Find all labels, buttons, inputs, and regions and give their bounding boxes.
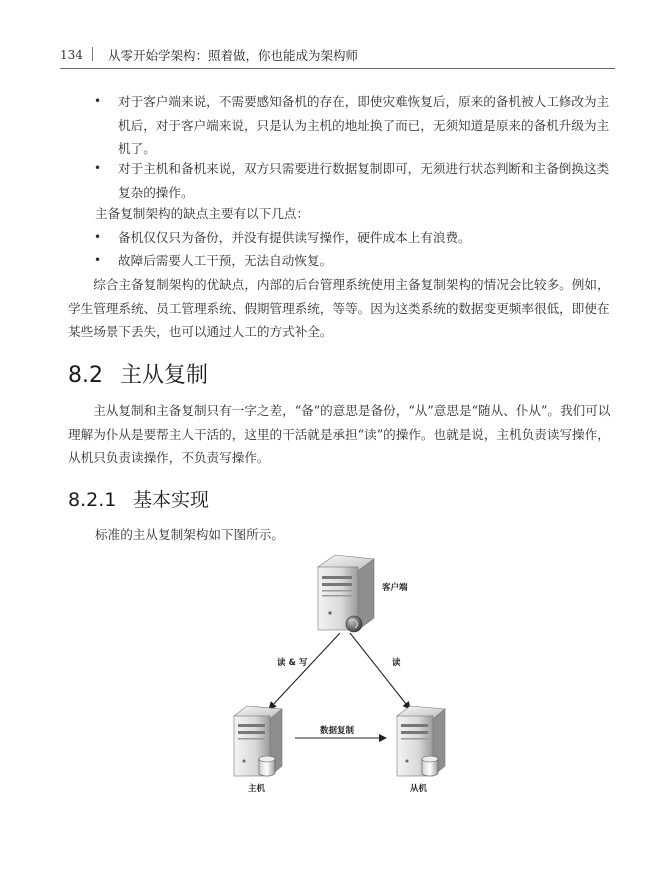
list-item — [94, 226, 618, 250]
subsection-heading — [68, 485, 209, 512]
cons-intro: 主备复制架构的缺点主要有以下几点： — [95, 206, 310, 221]
section-heading — [68, 358, 208, 389]
subsection-intro: 标准的主从复制架构如下图所示。 — [95, 527, 284, 542]
subsection-title: 基本实现 — [133, 489, 210, 511]
read-arrow — [350, 633, 410, 709]
client-server-icon — [318, 555, 374, 630]
slave-label: 从机 — [410, 784, 428, 794]
diagram-canvas — [222, 548, 448, 798]
client-label: 客户端 — [382, 583, 408, 593]
read-write-arrow — [269, 633, 340, 709]
summary-paragraph: 综合主备复制架构的优缺点，内部的后台管理系统使用主备复制架构的情况会比较多。例如，学生管理系统、员工管理系统、假期管理系统，等等。因为这类系统的数据变更频率很低，即使在某些场景下丢失，也可以通过人工的方式补全。 — [68, 277, 610, 339]
list-item — [94, 249, 618, 273]
page-number: 134 — [60, 48, 83, 62]
master-database-icon — [259, 756, 275, 776]
replication-label: 数据复制 — [320, 726, 355, 736]
read-label: 读 — [392, 658, 401, 668]
bullet-dot: • — [94, 94, 102, 108]
read-write-label: 读 & 写 — [277, 658, 308, 668]
page-header — [60, 46, 615, 66]
list-item — [94, 90, 618, 161]
bullet-dot: • — [94, 230, 102, 244]
list-item — [94, 157, 618, 204]
list-item-text: 对于客户端来说，不需要感知备机的存在，即使灾难恢复后，原来的备机被人工修改为主机后，对于客户端来说，只是认为主机的地址换了而已，无须知道是原来的备机升级为主机了。 — [118, 94, 610, 156]
globe-icon — [346, 616, 362, 632]
bullet-dot: • — [94, 253, 102, 267]
slave-database-icon — [422, 756, 438, 776]
book-title: 从零开始学架构：照着做，你也能成为架构师 — [108, 48, 359, 63]
section-title: 主从复制 — [120, 363, 209, 388]
bullet-dot: • — [94, 161, 102, 175]
header-rule — [60, 68, 615, 69]
header-divider — [92, 47, 93, 61]
section-number: 8.2 — [68, 363, 103, 388]
list-item-text: 对于主机和备机来说，双方只需要进行数据复制即可，无须进行状态判断和主备倒换这类复杂的操作。 — [118, 161, 610, 200]
list-item-text: 故障后需要人工干预，无法自动恢复。 — [118, 253, 333, 268]
section-intro: 主从复制和主备复制只有一字之差，“备”的意思是备份，“从”意思是“随从、仆从”。我们可以理解为仆从是要帮主人干活的，这里的干活就是承担“读”的操作。也就是说，主机负责读写操作，从机只负责读操作，不负责写操作。 — [68, 403, 611, 465]
subsection-number: 8.2.1 — [68, 489, 117, 511]
list-item-text: 备机仅仅只为备份，并没有提供读写操作，硬件成本上有浪费。 — [118, 230, 471, 245]
master-label: 主机 — [248, 784, 266, 794]
master-slave-diagram — [222, 548, 448, 798]
